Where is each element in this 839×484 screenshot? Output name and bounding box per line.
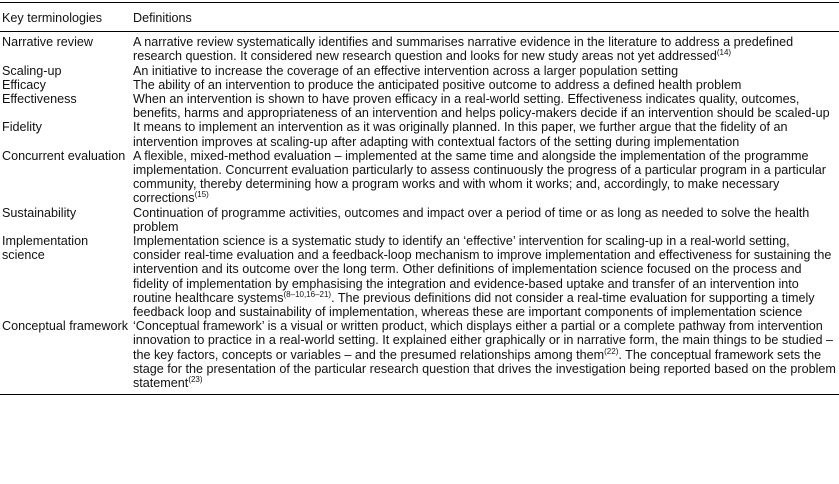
term-cell: Narrative review [2,35,93,50]
term-cell: Concurrent evaluation [2,148,126,163]
term-cell: Scaling-up [2,63,62,78]
definition-text: Implementation science is a systematic study to identify an ‘effective’ intervention for scaling-up in a real-world setting, consider real-time evaluation and a feedback-loop mechanism to improve implementation and effectiveness for sustaining the intervention and its outcome over the long term. Other definitions of implementation science focused on the process and fidelity of implementation by emphasising the integration and evidence-based uptake and transfer of an intervention into routine healthcare systems [133,234,832,305]
table-header [0,3,839,31]
table-row [0,149,839,206]
definition-text: ‘Conceptual framework’ is a visual or written product, which displays either a partial or a complete pathway from intervention innovation to practice in a real-world setting. It explained either graphically or in narrative form, the main things to be studied – the key factors, concepts or variables – and the presumed relationships among them [133,319,834,362]
term-cell: Effectiveness [2,92,77,107]
definition-cell: Continuation of programme activities, outcomes and impact over a period of time or as long as needed to solve the health problem [133,205,810,234]
definition-text: A flexible, mixed-method evaluation – implemented at the same time and alongside the implementation of the programme implementation. Concurrent evaluation particularly to assess continuously the progress of a particular program in a particular community, thereby determining how a program works and with whom it works; and, accordingly, to make necessary corrections [133,148,827,206]
term-cell: Conceptual framework [2,319,128,334]
definition-text-continued: . The conceptual framework sets the stage for the presentation of the particular research question that drives the investigation being reported based on the problem statement [133,347,836,391]
table-row [0,92,839,120]
term-cell: Implementation science [2,234,89,263]
table-row [0,234,839,319]
table-row [0,78,839,92]
term-cell: Efficacy [2,77,46,92]
table-row [0,206,839,234]
table-row [0,32,839,63]
header-definitions: Definitions [133,11,192,25]
definition-cell: It means to implement an intervention as it was originally planned. In this paper, we further argue that the fidelity of an intervention improves at scaling-up after adapting with contextual factors of the setting during implementation [133,120,788,149]
citation: (23) [188,375,203,385]
definition-cell [133,319,837,390]
bottom-rule [0,394,839,395]
term-cell: Fidelity [2,120,42,135]
definition-cell [133,35,837,63]
header-key-terminologies: Key terminologies [2,11,103,25]
citation: (15) [194,190,209,200]
term-cell: Sustainability [2,205,77,220]
definition-cell [133,234,837,319]
citation: (8–10,16–21) [283,289,332,299]
citation: (14) [716,48,732,58]
table-row [0,120,839,148]
table-row [0,64,839,78]
definitions-table [0,2,839,395]
table-row [0,319,839,390]
definition-cell [133,149,837,206]
definition-text-continued: . The previous definitions did not consider a real-time evaluation for supporting a timely feedback loop and sustainability of implementation, whereas these are important components of implementation science [133,290,815,320]
citation: (22) [604,346,619,356]
definition-cell: The ability of an intervention to produce the anticipated positive outcome to address a defined health problem [133,77,742,92]
definition-text: A narrative review systematically identifies and summarises narrative evidence in the literature to address a predefined research question. It considered new research question and looks for new study areas not yet addressed [133,35,794,64]
definition-cell: An initiative to increase the coverage of an effective intervention across a larger population setting [133,63,679,78]
definition-cell: When an intervention is shown to have proven efficacy in a real-world setting. Effectiveness indicates quality, outcomes, benefits, harms and appropriateness of an intervention and helps policy-makers decide if an intervention should be scaled-up [133,92,830,121]
